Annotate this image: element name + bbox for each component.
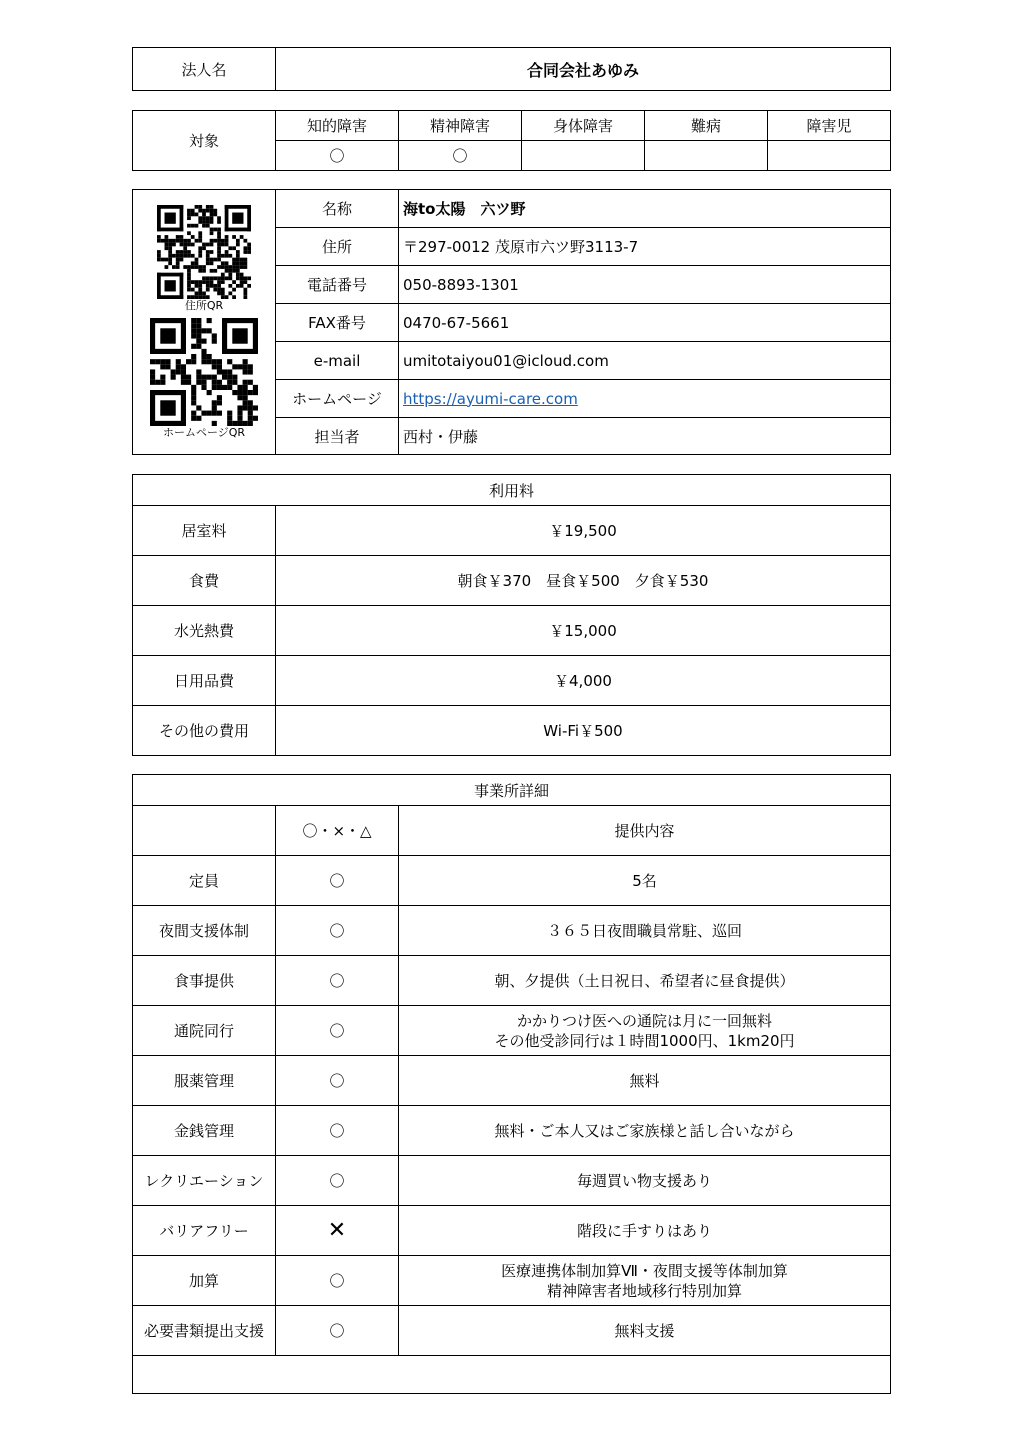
detail-mark: 〇 [276,1056,399,1106]
facility-phone: 050-8893-1301 [399,266,891,304]
facility-label-name: 名称 [276,190,399,228]
detail-content: 階段に手すりはあり [399,1206,891,1256]
facility-label-fax: FAX番号 [276,304,399,342]
details-title: 事業所詳細 [133,775,891,806]
fee-value: ￥4,000 [276,656,891,706]
detail-content: 無料 [399,1056,891,1106]
target-mark [522,141,645,171]
corp-name: 合同会社あゆみ [276,48,891,91]
detail-label: 食事提供 [133,956,276,1006]
fees-table [132,474,891,756]
target-mark [645,141,768,171]
detail-label: 加算 [133,1256,276,1306]
facility-label-email: e-mail [276,342,399,380]
facility-contact: 西村・伊藤 [399,418,891,455]
homepage-qr-code-icon[interactable] [150,318,258,426]
detail-content: 無料・ご本人又はご家族様と話し合いながら [399,1106,891,1156]
homepage-link[interactable]: https://ayumi-care.com [403,389,578,408]
detail-mark: 〇 [276,1006,399,1056]
details-table [132,774,891,1394]
target-table [132,110,891,171]
target-category: 難病 [645,111,768,141]
detail-label: 必要書類提出支援 [133,1306,276,1356]
fee-value: 朝食￥370 昼食￥500 夕食￥530 [276,556,891,606]
corp-table [132,47,891,91]
detail-mark: 〇 [276,1256,399,1306]
target-category: 精神障害 [399,111,522,141]
detail-content-line: その他受診同行は１時間1000円、1km20円 [494,1031,795,1050]
facility-address: 〒297-0012 茂原市六ツ野3113-7 [399,228,891,266]
facility-label-homepage: ホームページ [276,380,399,418]
details-header-content: 提供内容 [399,806,891,856]
fee-value: ￥15,000 [276,606,891,656]
target-category: 障害児 [768,111,891,141]
detail-label: 金銭管理 [133,1106,276,1156]
address-qr-code-icon[interactable] [157,205,251,299]
target-category: 身体障害 [522,111,645,141]
detail-label: 服薬管理 [133,1056,276,1106]
fee-value: ￥19,500 [276,506,891,556]
fee-label: 日用品費 [133,656,276,706]
target-mark [768,141,891,171]
facility-table [132,189,891,455]
details-header-blank [133,806,276,856]
facility-fax: 0470-67-5661 [399,304,891,342]
detail-content-line: 医療連携体制加算Ⅶ・夜間支援等体制加算 [501,1261,788,1280]
detail-content: 5名 [399,856,891,906]
facility-name: 海to太陽 六ツ野 [399,190,891,228]
detail-mark: 〇 [276,1156,399,1206]
target-category: 知的障害 [276,111,399,141]
facility-label-address: 住所 [276,228,399,266]
detail-label: 夜間支援体制 [133,906,276,956]
details-blank-row [133,1356,891,1394]
detail-content [399,1006,891,1056]
detail-content [399,1256,891,1306]
detail-content: 毎週買い物支援あり [399,1156,891,1206]
detail-content: 朝、夕提供（土日祝日、希望者に昼食提供） [399,956,891,1006]
fee-label: その他の費用 [133,706,276,756]
fee-label: 食費 [133,556,276,606]
corp-label: 法人名 [133,48,276,91]
detail-label: バリアフリー [133,1206,276,1256]
detail-mark: 〇 [276,1306,399,1356]
detail-label: 通院同行 [133,1006,276,1056]
detail-mark: 〇 [276,856,399,906]
detail-label: 定員 [133,856,276,906]
details-header-mark: 〇・×・△ [276,806,399,856]
fees-title: 利用料 [133,475,891,506]
target-mark: 〇 [399,141,522,171]
detail-label: レクリエーション [133,1156,276,1206]
homepage-qr-caption: ホームページQR [162,426,246,439]
detail-content-line: かかりつけ医への通院は月に一回無料 [516,1011,772,1030]
detail-mark: 〇 [276,1106,399,1156]
address-qr-caption: 住所QR [184,299,224,312]
detail-content: 無料支援 [399,1306,891,1356]
facility-email: umitotaiyou01@icloud.com [399,342,891,380]
detail-content: ３６５日夜間職員常駐、巡回 [399,906,891,956]
fee-label: 居室料 [133,506,276,556]
target-label: 対象 [133,111,276,171]
facility-label-phone: 電話番号 [276,266,399,304]
target-mark: 〇 [276,141,399,171]
detail-mark: 〇 [276,906,399,956]
fee-label: 水光熱費 [133,606,276,656]
qr-cell [133,190,276,455]
facility-label-contact: 担当者 [276,418,399,455]
detail-content-line: 精神障害者地域移行特別加算 [546,1281,742,1300]
fee-value: Wi-Fi￥500 [276,706,891,756]
detail-mark: ✕ [276,1206,399,1256]
detail-mark: 〇 [276,956,399,1006]
